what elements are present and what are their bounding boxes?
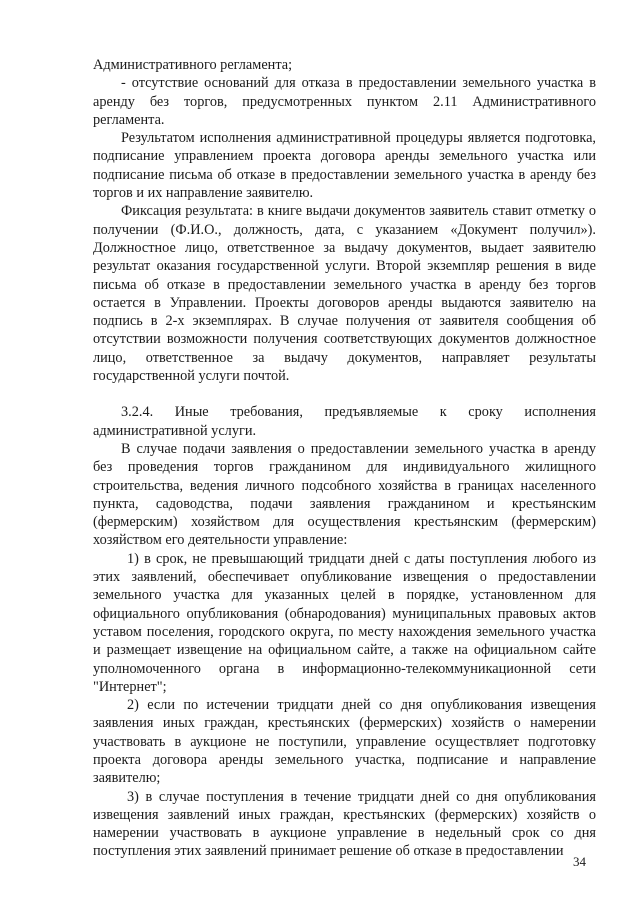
list-item-3: 3) в случае поступления в течение тридцати дней со дня опубликования извещения заявлений иных граждан, крестьянских (фермерских) хозяйств о намерении участвовать в аукционе управление в недельный срок со дня поступления этих заявлений принимает решение об отказе в предоставлении [93,788,596,860]
paragraph-gap [93,385,596,403]
page-number: 34 [573,854,586,869]
paragraph-application-case: В случае подачи заявления о предоставлении земельного участка в аренду без проведения торгов гражданином для индивидуального жилищного строительства, ведения личного подсобного хозяйства в границах населенного пункта, садоводства, подачи заявления гражданином и крестьянским (фермерским) хозяйством для осуществления крестьянским (фермерским) хозяйством его деятельности управление: [93,440,596,549]
document-body [93,56,596,861]
paragraph-regulation-end: Административного регламента; [93,57,293,73]
paragraph-result-recording: Фиксация результата: в книге выдачи документов заявитель ставит отметку о получении (Ф.И.О., должность, дата, с указанием «Документ получил»). Должностное лицо, ответственное за выдачу документов, выдает заявителю результат оказания государственной услуги. Второй экземпляр решения в виде письма об отказе в предоставлении земельного участка в аренду без торгов остается в Управлении. Проекты договоров аренды выдаются заявителю на подпись в 2-х экземплярах. В случае получения от заявителя сообщения об отсутствии возможности получения соответствующих документов должностное лицо, ответственное за выдачу документов, направляет результаты государственной услуги почтой. [93,203,596,385]
paragraph-no-grounds: - отсутствие оснований для отказа в предоставлении земельного участка в аренду без торгов, предусмотренных пунктом 2.11 Административного регламента. [93,75,596,128]
section-heading-3-2-4: 3.2.4. Иные требования, предъявляемые к сроку исполнения административной услуги. [93,404,596,439]
list-item-2: 2) если по истечении тридцати дней со дня опубликования извещения заявления иных граждан, крестьянских (фермерских) хозяйств о намерении участвовать в аукционе не поступили, управление осуществляет подготовку проекта договора аренды земельного участка, подписание и направление заявителю; [93,697,596,787]
list-item-1: 1) в срок, не превышающий тридцати дней с даты поступления любого из этих заявлений, обеспечивает опубликование извещения о предоставлении земельного участка для указанных целей в порядке, установленном для официального опубликования (обнародования) муниципальных правовых актов уставом поселения, городского округа, по месту нахождения земельного участка и размещает извещение на официальном сайте, а также на официальном сайте уполномоченного органа в информационно-телекоммуникационной сети "Интернет"; [93,550,596,695]
paragraph-procedure-result: Результатом исполнения административной процедуры является подготовка, подписание управлением проекта договора аренды земельного участка или подписание письма об отказе в предоставлении земельного участка в аренду без торгов и их направление заявителю. [93,130,596,202]
